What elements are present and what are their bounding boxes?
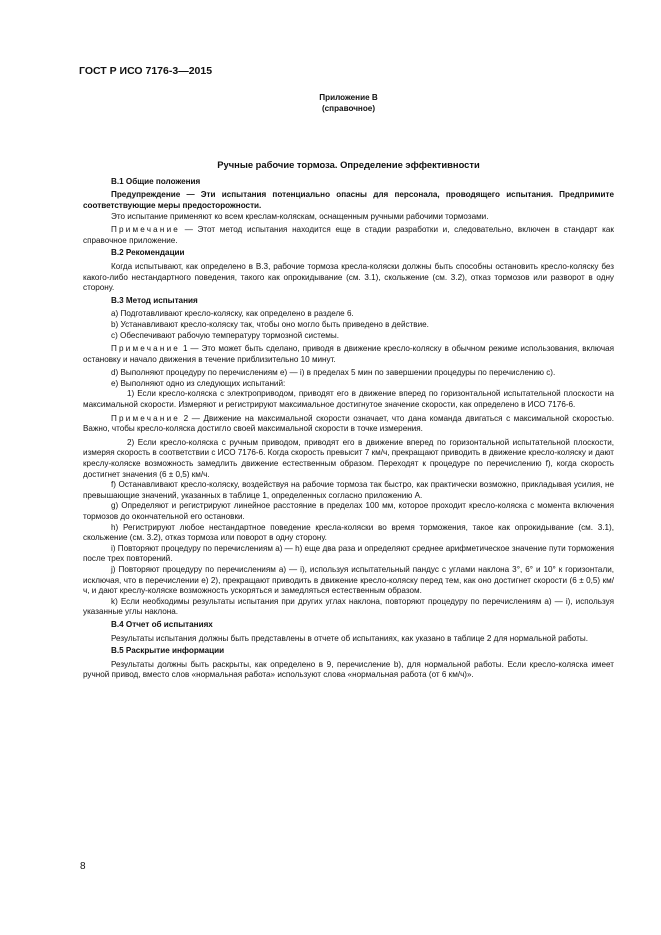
page-content	[83, 93, 614, 681]
list-item-f: f) Останавливают кресло-коляску, воздействуя на рабочие тормоза так быстро, как практически возможно, прикладывая усилия, не превышающие значений, указанных в таблице 1, определенных согласно приложению А.	[83, 480, 614, 500]
standard-header: ГОСТ Р ИСО 7176-3—2015	[79, 65, 213, 77]
list-item-e: е) Выполняют одно из следующих испытаний:	[111, 378, 286, 388]
list-item-a: а) Подготавливают кресло-коляску, как определено в разделе 6.	[111, 309, 354, 319]
section-heading-b4: В.4 Отчет об испытаниях	[111, 619, 213, 629]
warning-paragraph: Предупреждение — Эти испытания потенциально опасны для персонала, проводящего испытания. Предпримите соответствующие меры предосторожности.	[83, 190, 614, 210]
note-word: Примечание	[111, 344, 181, 354]
paragraph: Это испытание применяют ко всем креслам-коляскам, оснащенным ручными рабочими тормозами.	[111, 211, 489, 221]
section-heading-b2: В.2 Рекомендации	[111, 248, 185, 258]
list-item-g: g) Определяют и регистрируют линейное расстояние в пределах 100 мм, которое проходит кресло-коляска с момента включения тормозов до окончательной его остановки.	[83, 501, 614, 521]
note-text: — Этот метод испытания находится еще в стадии разработки и, следовательно, включен в стандарт как справочное приложение.	[83, 225, 614, 245]
note-text: 1 — Это может быть сделано, приводя в движение кресло-коляску в обычном режиме использования, включая остановку и начало движения в течение приблизительно 10 минут.	[83, 344, 614, 364]
section-heading-b5: В.5 Раскрытие информации	[111, 646, 225, 656]
page-number: 8	[80, 861, 86, 872]
note-paragraph	[83, 225, 614, 246]
list-item-h: h) Регистрируют любое нестандартное поведение кресла-коляски во время торможения, такое как опрокидывание (см. 3.1), скольжение (см. 3.2), отказ тормоза или поворот в одну сторону.	[83, 522, 614, 543]
list-item-i: i) Повторяют процедуру по перечислениям а) — h) еще два раза и определяют среднее арифметическое значение пути торможения после трех повторений.	[83, 543, 614, 564]
paragraph: Когда испытывают, как определено в В.3, рабочие тормоза кресла-коляски должны быть способны остановить кресло-коляску без какого-либо нестандартного поведения, такого как опрокидывание (см. 3.1), скольжение (см. 3.2), отказ тормозов или разворот в одну сторону.	[83, 261, 614, 293]
list-item-j: j) Повторяют процедуру по перечислениям а) — i), используя испытательный пандус с углами наклона 3°, 6° и 10° к горизонтали, исключая, что в перечислении е) 2), прекращают приводить в движение кресло-коляску перед тем, как оно достигнет скорости (6 ± 0,5) км/ч, и дают креслу-коляске возможность ускоряться и замедляться естественным образом.	[83, 564, 614, 596]
annex-label: Приложение В	[319, 93, 378, 102]
list-item-k: k) Если необходимы результаты испытания при других углах наклона, повторяют процедуру по перечислениям а) — i), используя указанные углы наклона.	[83, 596, 614, 617]
note-1-paragraph	[83, 344, 614, 365]
section-heading-b1: В.1 Общие положения	[111, 176, 201, 186]
list-item-d: d) Выполняют процедуру по перечислениям е) — i) в пределах 5 мин по завершении процедуры по перечислению с).	[111, 368, 556, 378]
note-2-paragraph	[83, 414, 614, 435]
note-word: Примечание	[111, 225, 181, 235]
list-item-b: b) Устанавливают кресло-коляску так, чтобы оно могло быть приведено в действие.	[111, 319, 429, 329]
list-item-c: c) Обеспечивают рабочую температуру тормозной системы.	[111, 330, 339, 340]
annex-status: (справочное)	[321, 103, 376, 113]
section-heading-b3: В.3 Метод испытания	[111, 295, 198, 305]
annex-title: Ручные рабочие тормоза. Определение эффективности	[217, 159, 480, 171]
note-word: Примечание	[111, 413, 181, 423]
list-item-e1: 1) Если кресло-коляска с электроприводом, приводят его в движение вперед по горизонтальной испытательной плоскости на максимальной скорости. Измеряют и регистрируют максимальное достигнутое значение скорости, как определено в ИСО 7176-6.	[83, 389, 614, 410]
paragraph: Результаты испытания должны быть представлены в отчете об испытаниях, как указано в таблице 2 для нормальной работы.	[111, 633, 588, 643]
note-text: 2 — Движение на максимальной скорости означает, что дана команда двигаться с максимальной скоростью. Важно, чтобы кресло-коляска достигло своей максимальной скорости в точке измерения.	[83, 413, 614, 434]
list-item-e2: 2) Если кресло-коляска с ручным приводом, приводят его в движение вперед по горизонтальной испытательной плоскости, измеряя скорость в соответствии с ИСО 7176-6. Когда скорость превысит 7 км/ч, прекращают приводить в движение кресло-коляску и дают креслу-коляске возможность замедлить движение естественным образом. Переходят к процедуре по перечислению f), когда скорость достигнет значения (6 ± 0,5) км/ч.	[83, 437, 614, 479]
paragraph: Результаты должны быть раскрыты, как определено в 9, перечисление b), для нормальной работы. Если кресло-коляска имеет ручной привод, вместо слов «нормальная работа» используют слова «нормальная работа (от 6 км/ч)».	[83, 659, 614, 680]
